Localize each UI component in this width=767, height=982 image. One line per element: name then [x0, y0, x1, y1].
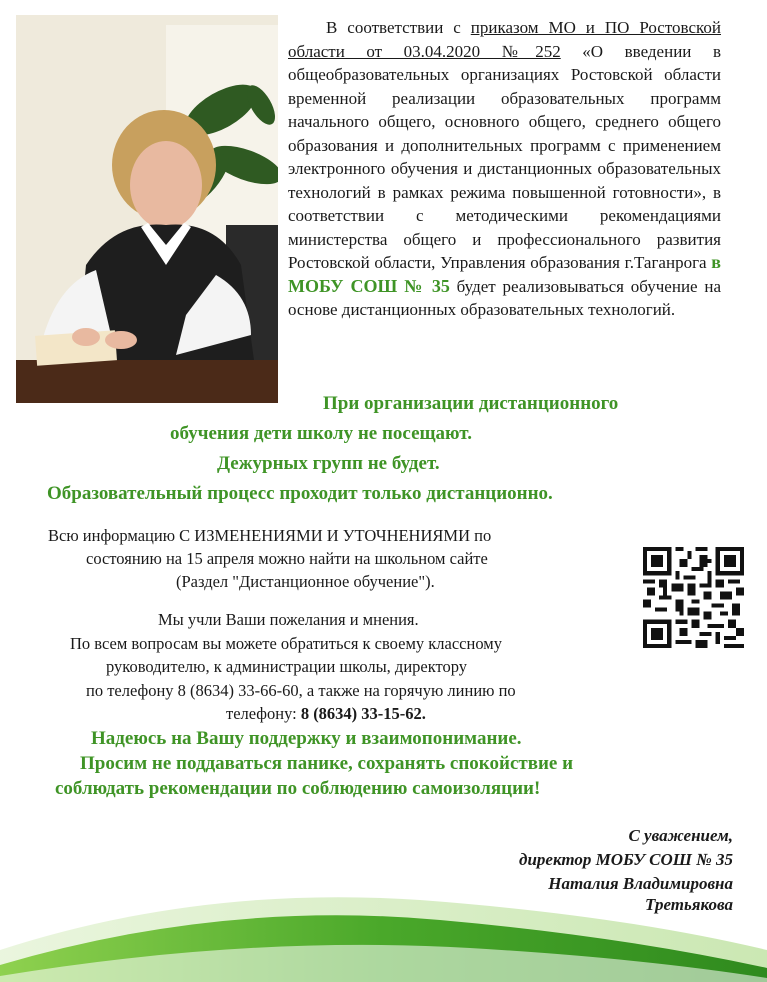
- appeal-line-1: Надеюсь на Вашу поддержку и взаимопонимание.: [91, 728, 522, 749]
- appeal-line-2: Просим не поддаваться панике, сохранять спокойствие и: [80, 753, 574, 774]
- hotline-number: 8 (8634) 33-15-62.: [296, 704, 426, 723]
- contact-line-3: руководителю, к администрации школы, директору: [106, 657, 468, 676]
- contact-line-2: По всем вопросам вы можете обратиться к своему классному: [70, 634, 502, 653]
- signature-surname: Третьякова: [645, 895, 733, 914]
- intro-body: «О введении в общеобразовательных организациях Ростовской области временной реализации образовательных программ начального общего, основного общего, среднего общего образования и дополнительных программ с применением электронного обучения и дистанционных образовательных технологий в рамках режима повышенной готовности», в соответствии с методическими рекомендациями министерства общего и профессионального развития Ростовской области, Управления образования г.Таганрога: [288, 41, 721, 272]
- intro-tail: будет реализовываться обучение на основе дистанционных образовательных технологий.: [288, 276, 721, 319]
- order-link[interactable]: приказом МО и ПО Ростовской области от 03.04.2020 №252: [288, 18, 721, 61]
- notice-line-1: При организации дистанционного: [323, 393, 619, 414]
- contact-line-4: по телефону 8 (8634) 33-66-60, а также на горячую линию по: [86, 681, 516, 700]
- hotline-prefix: телефону:: [226, 704, 297, 723]
- contact-line-1: Мы учли Ваши пожелания и мнения.: [158, 610, 419, 629]
- info-line-1: Всю информацию С ИЗМЕНЕНИЯМИ И УТОЧНЕНИЯМИ по: [48, 526, 492, 545]
- signature-name: Наталия Владимировна: [548, 874, 733, 893]
- signature-title: директор МОБУ СОШ № 35: [519, 850, 733, 869]
- notice-line-4: Образовательный процесс проходит только дистанционно.: [47, 483, 553, 504]
- notice-line-3: Дежурных групп не будет.: [217, 453, 440, 474]
- info-line-2: состоянию на 15 апреля можно найти на школьном сайте: [86, 549, 488, 568]
- notice-line-2: обучения дети школу не посещают.: [170, 423, 472, 444]
- contact-line-5: [226, 704, 426, 724]
- school-name: в МОБУ СОШ № 35: [288, 252, 721, 296]
- signature-greeting: С уважением,: [628, 826, 733, 845]
- green-swoosh-decoration: [0, 880, 767, 982]
- intro-paragraph: [288, 16, 721, 322]
- qr-code-icon[interactable]: [643, 547, 744, 648]
- info-line-3: (Раздел "Дистанционное обучение").: [176, 572, 435, 591]
- director-photo: [16, 15, 278, 403]
- appeal-line-3: соблюдать рекомендации по соблюдению самоизоляции!: [55, 778, 541, 799]
- intro-lead: В соответствии с: [326, 18, 471, 37]
